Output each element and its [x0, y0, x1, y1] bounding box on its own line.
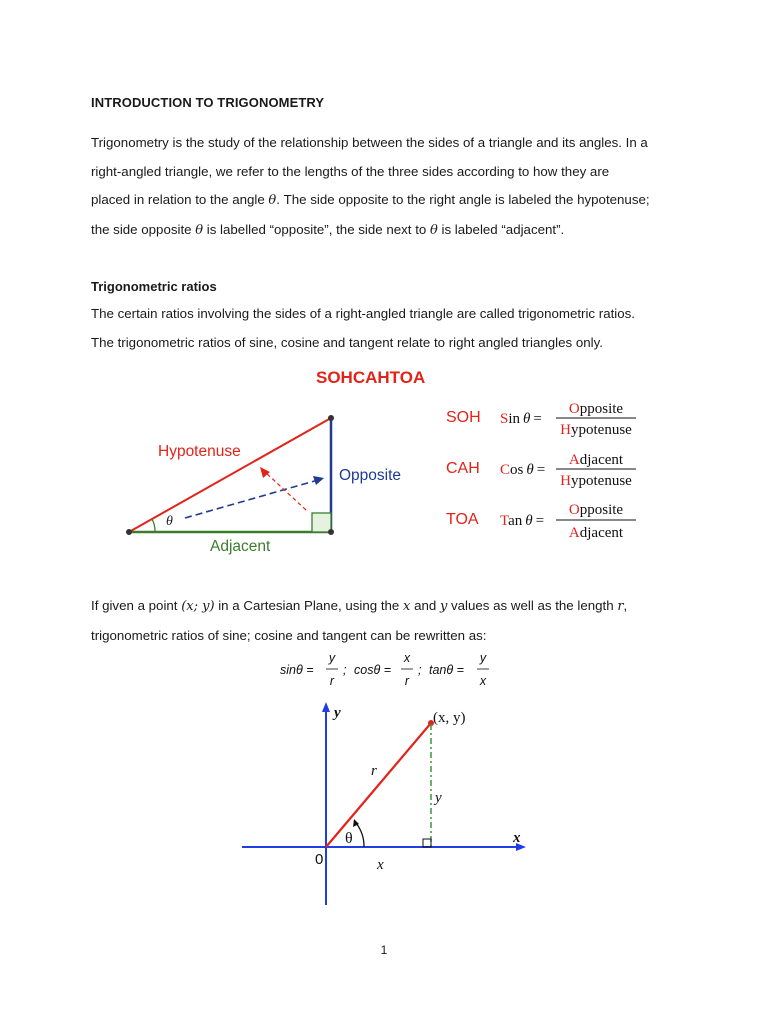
intro-line-3-b: . The side opposite to the right angle is labeled the hypotenuse; [276, 192, 650, 208]
theta-label: θ [166, 514, 173, 529]
point-label: (x, y) [433, 710, 466, 726]
angle-arc [152, 519, 155, 532]
intro-line-4-b: is labelled “opposite”, the side next to [203, 222, 430, 238]
intro-line-4-c: is labeled “adjacent”. [437, 222, 565, 238]
x-axis-label: x [513, 830, 521, 846]
vertex-dot [328, 529, 334, 535]
subheading-trig-ratios: Trigonometric ratios [91, 279, 217, 294]
right-angle-marker [423, 839, 431, 847]
cos-lhs: cosθ = [354, 663, 392, 677]
adjacent-label: Adjacent [210, 538, 271, 555]
y-length-label: y [435, 790, 442, 806]
cartesian-paragraph [91, 592, 691, 650]
y-axis-arrow [322, 702, 330, 712]
sohcahtoa-title: SOHCAHTOA [316, 368, 426, 387]
ratios-paragraph [91, 300, 691, 357]
hypotenuse-label: Hypotenuse [158, 443, 241, 460]
cartesian-line-1: If given a point (x; y) in a Cartesian Plane, using the x and y values as well as the length r, [91, 598, 628, 614]
sin-lhs: sinθ = [280, 663, 314, 677]
y-axis-label: y [334, 705, 341, 721]
intro-paragraph [91, 129, 691, 246]
separator: ; [343, 663, 347, 677]
toa-denominator: Adjacent [568, 525, 624, 541]
theta-label: θ [345, 830, 353, 847]
dashed-arrow-to-opposite [185, 480, 318, 518]
separator: ; [418, 663, 422, 677]
soh-function: Sin θ = [500, 411, 542, 427]
toa-numerator: Opposite [568, 502, 624, 518]
dashed-arrow-to-hypotenuse [265, 472, 306, 510]
intro-line-3-a: placed in relation to the angle [91, 192, 269, 208]
ratios-line-1: The certain ratios involving the sides of a right-angled triangle are called trigonometric ratios. [91, 306, 635, 321]
cos-numerator: x [403, 651, 411, 665]
vertex-dot [328, 415, 334, 421]
intro-line-1: Trigonometry is the study of the relationship between the sides of a triangle and its angles. In a [91, 135, 648, 150]
r-label: r [371, 763, 377, 779]
cah-denominator: Hypotenuse [560, 473, 632, 489]
sin-denominator: r [329, 674, 335, 688]
intro-line-4-a: the side opposite [91, 222, 196, 238]
trig-formula [270, 648, 500, 692]
soh-tag: SOH [446, 409, 481, 426]
tan-denominator: x [479, 674, 487, 688]
cos-denominator: r [404, 674, 410, 688]
right-angle-marker [312, 513, 331, 532]
arrow-head [260, 467, 270, 478]
cah-function: Cos θ = [500, 462, 546, 478]
theta-symbol: θ [195, 223, 204, 239]
tan-numerator: y [479, 651, 487, 665]
theta-symbol: θ [268, 193, 277, 209]
document-heading: INTRODUCTION TO TRIGONOMETRY [91, 95, 325, 110]
arrow-head [313, 476, 324, 485]
opposite-label: Opposite [339, 467, 402, 484]
page-number: 1 [380, 943, 388, 957]
x-length-label: x [377, 857, 384, 873]
theta-arc [356, 823, 364, 847]
theta-symbol: θ [429, 223, 438, 239]
hypotenuse-side [129, 418, 331, 532]
var-x: x [403, 599, 411, 614]
soh-numerator: Opposite [568, 401, 624, 417]
var-r: r [617, 599, 624, 614]
cah-numerator: Adjacent [568, 452, 624, 468]
vertex-dot [126, 529, 132, 535]
point-notation: (x; y) [181, 599, 215, 614]
sin-numerator: y [328, 651, 336, 665]
radius-line [326, 723, 431, 847]
toa-function: Tan θ = [500, 513, 545, 529]
intro-line-4 [91, 216, 691, 246]
soh-denominator: Hypotenuse [560, 422, 632, 438]
ratios-line-2: The trigonometric ratios of sine, cosine and tangent relate to right angled triangles only. [91, 334, 603, 350]
var-y: y [439, 599, 448, 614]
origin-label: 0 [315, 851, 324, 868]
intro-line-2: right-angled triangle, we refer to the lengths of the three sides according to how they are [91, 163, 610, 179]
toa-tag: TOA [446, 511, 479, 528]
sohcahtoa-diagram [110, 360, 670, 565]
cartesian-diagram [238, 698, 538, 910]
intro-line-3 [91, 186, 691, 216]
tan-lhs: tanθ = [429, 663, 464, 677]
cartesian-line-2: trigonometric ratios of sine; cosine and tangent can be rewritten as: [91, 627, 487, 643]
cah-tag: CAH [446, 460, 480, 477]
